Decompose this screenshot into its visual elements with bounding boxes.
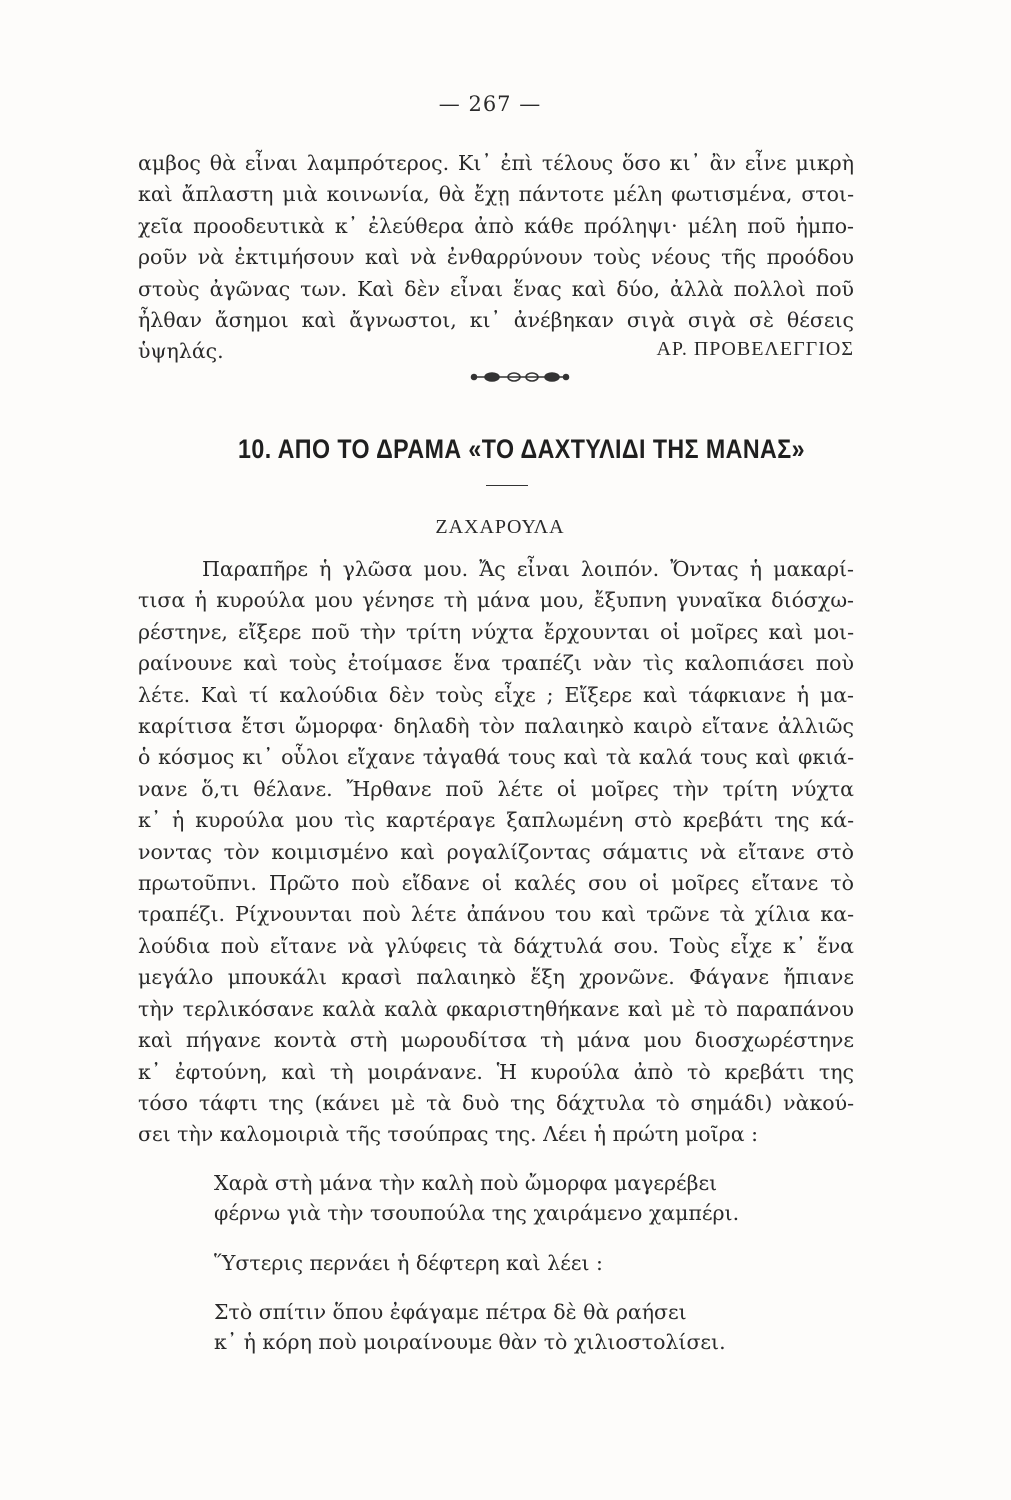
text-line: ρέστηνε, εἴξερε ποῦ τὴν τρίτη νύχτα ἔρχουνται οἱ μοῖρες καὶ μοι- (138, 619, 854, 644)
section-divider-ornament (470, 370, 570, 384)
verse-line: Χαρὰ στὴ μάνα τὴν καλὴ ποὺ ὤμορφα μαγερέβει (214, 1171, 718, 1195)
text-line: τισα ἡ κυρούλα μου γένησε τὴ μάνα μου, ἔξυπνη γυναῖκα διόσχω- (138, 588, 854, 613)
text-line: αμβος θὰ εἶναι λαμπρότερος. Κι᾽ ἐπὶ τέλους ὅσο κι᾽ ἂν εἶνε μικρὴ (138, 151, 854, 175)
title-underline (486, 485, 528, 486)
text-line: καὶ ἄπλαστη μιὰ κοινωνία, θὰ ἔχῃ πάντοτε μέλη φωτισμένα, στοι- (138, 182, 854, 207)
text-line: κ᾽ ἡ κυρούλα μου τὶς καρτέραγε ξαπλωμένη στὸ κρεβάτι της κά- (138, 808, 854, 833)
verse-line: φέρνω γιὰ τὴν τσουπούλα της χαιράμενο χαμπέρι. (214, 1201, 740, 1225)
narration-line: Ὕστερις περνάει ἡ δέφτερη καὶ λέει : (214, 1251, 603, 1275)
verse-line: Στὸ σπίτιν ὅπου ἐφάγαμε πέτρα δὲ θὰ ραήσει (214, 1300, 687, 1324)
text-line: ροῦν νὰ ἐκτιμήσουν καὶ νὰ ἐνθαρρύνουν τοὺς νέους τῆς προόδου (138, 245, 854, 270)
text-line: πρωτοῦπνι. Πρῶτο ποὺ εἴδανε οἱ καλές σου οἱ μοῖρες εἴτανε τὸ (138, 871, 854, 896)
paragraph-dialogue (138, 554, 854, 1151)
author-signature: ΑΡ. ΠΡΟΒΕΛΕΓΓΙΟΣ (656, 338, 854, 360)
section-title: 10. ΑΠΟ ΤΟ ΔΡΑΜΑ «ΤΟ ΔΑΧΤΥΛΙΔΙ ΤΗΣ ΜΑΝΑΣ» (238, 434, 805, 464)
text-line: ὁ κόσμος κι᾽ οὗλοι εἴχανε τἀγαθά τους καὶ τὰ καλά τους καὶ φκιά- (138, 745, 854, 770)
text-line: Παραπῆρε ἡ γλῶσα μου. Ἄς εἶναι λοιπόν. Ὄντας ἡ μακαρί- (202, 557, 854, 581)
text-line: καὶ πήγανε κοντὰ στὴ μωρουδίτσα τὴ μάνα μου διοσχωρέστηνε (138, 1028, 854, 1053)
page-number: — 267 — (438, 92, 542, 116)
author-signature-row (138, 334, 854, 366)
verse-first-fate (214, 1168, 854, 1228)
text-line: ραίνουνε καὶ τοὺς ἐτοίμασε ἕνα τραπέζι νὰν τὶς καλοπιάσει ποὺ (138, 651, 854, 676)
text-line: τόσο τάφτι της (κάνει μὲ τὰ δυὸ της δάχτυλα τὸ σημάδι) νὰκού- (138, 1090, 854, 1115)
text-line: καρίτισα ἔτσι ὤμορφα· δηλαδὴ τὸν παλαιηκὸ καιρὸ εἴτανε ἀλλιῶς (138, 714, 854, 739)
text-line: ὑψηλάς. (138, 339, 224, 364)
text-line: τὴν τερλικόσανε καλὰ καλὰ φκαριστηθήκανε καὶ μὲ τὸ παραπάνου (138, 996, 854, 1021)
verse-line: κ᾽ ἡ κόρη ποὺ μοιραίνουμε θὰν τὸ χιλιοστολίσει. (214, 1330, 726, 1354)
text-line: νοντας τὸν κοιμισμένο καὶ ρογαλίζοντας σάματις νὰ εἴτανε στὸ (138, 839, 854, 864)
speaker-name: ΖΑΧΑΡΟΥΛΑ (435, 516, 565, 538)
text-line: χεῖα προοδευτικὰ κ᾽ ἐλεύθερα ἀπὸ κάθε πρόληψι· μέλη ποῦ ἠμπο- (138, 213, 854, 238)
text-line: νανε ὅ,τι θέλανε. Ἤρθανε ποῦ λέτε οἱ μοῖρες τὴν τρίτη νύχτα (138, 776, 854, 801)
text-line: κ᾽ ἐφτούνη, καὶ τὴ μοιράνανε. Ἡ κυρούλα ἀπὸ τὸ κρεβάτι της (138, 1059, 854, 1084)
text-line: μεγάλο μπουκάλι κρασὶ παλαιηκὸ ἕξη χρονῶνε. Φάγανε ἤπιανε (138, 965, 854, 990)
text-line: λούδια ποὺ εἴτανε νὰ γλύφεις τὰ δάχτυλά σου. Τοὺς εἶχε κ᾽ ἕνα (138, 933, 854, 958)
verse-second-fate (214, 1297, 854, 1357)
text-line: ἦλθαν ἄσημοι καὶ ἄγνωστοι, κι᾽ ἀνέβηκαν σιγὰ σιγὰ σὲ θέσεις (138, 308, 854, 333)
text-line: τραπέζι. Ρίχνουνται ποὺ λέτε ἀπάνου του καὶ τρῶνε τὰ χίλια κα- (138, 902, 854, 927)
text-line: λέτε. Καὶ τί καλούδια δὲν τοὺς εἶχε ; Εἴξερε καὶ τάφκιανε ἡ μα- (138, 682, 854, 707)
text-line: στοὺς ἀγῶνας των. Καὶ δὲν εἶναι ἕνας καὶ δύο, ἀλλὰ πολλοὶ ποῦ (138, 276, 854, 301)
text-line: σει τὴν καλομοιριὰ τῆς τσούπρας της. Λέει ἡ πρώτη μοῖρα : (138, 1122, 758, 1147)
